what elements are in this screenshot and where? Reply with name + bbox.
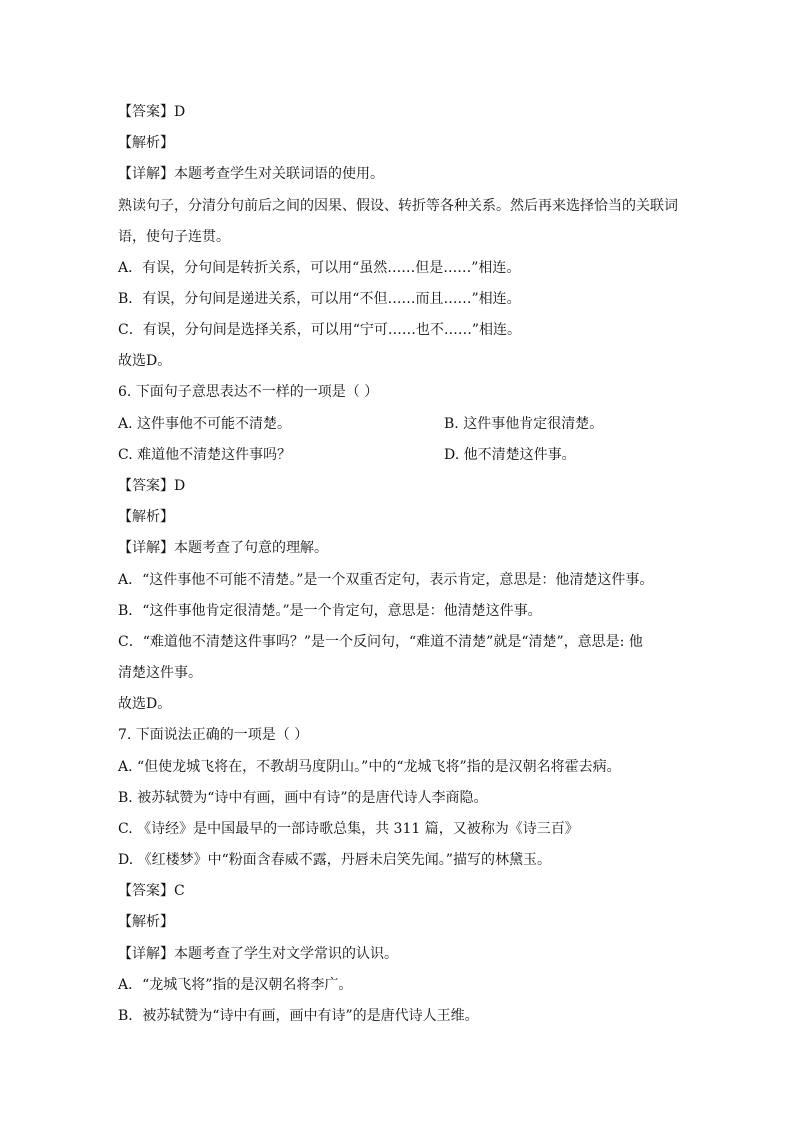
q7-analysis-heading: 【解析】	[118, 914, 174, 930]
q6-option-b: B. 这件事他肯定很清楚。	[444, 416, 604, 432]
q6-explanation-c-line2: 清楚这件事。	[118, 665, 202, 681]
q6-explanation-c-line1: C．“难道他不清楚这件事吗？”是一个反问句，“难道不清楚”就是“清楚”，意思是: 他	[118, 634, 643, 650]
q7-detail: 【详解】本题考查了学生对文学常识的认识。	[118, 946, 398, 962]
q6-option-d: D. 他不清楚这件事。	[444, 447, 576, 463]
q6-analysis-heading: 【解析】	[118, 509, 174, 525]
q5-conclusion: 故选D。	[118, 353, 172, 369]
q5-explanation-c: C．有误，分句间是选择关系，可以用“宁可……也不……”相连。	[118, 322, 522, 338]
q5-detail: 【详解】本题考查学生对关联词语的使用。	[118, 166, 384, 182]
q6-option-c: C. 难道他不清楚这件事吗？	[118, 447, 292, 463]
q6-explanation-b: B．“这件事他肯定很清楚。”是一个肯定句，意思是：他清楚这件事。	[118, 603, 542, 619]
q5-answer: 【答案】D	[118, 104, 186, 120]
q5-body-line2: 语，使句子连贯。	[118, 229, 230, 245]
q7-explanation-a: A．“龙城飞将”指的是汉朝名将李广。	[118, 977, 353, 993]
q6-option-a: A. 这件事他不可能不清楚。	[118, 416, 292, 432]
q6-explanation-a: A．“这件事他不可能不清楚。”是一个双重否定句，表示肯定，意思是：他清楚这件事。	[118, 572, 654, 588]
q6-detail: 【详解】本题考查了句意的理解。	[118, 540, 328, 556]
q5-explanation-b: B．有误，分句间是递进关系，可以用“不但……而且……”相连。	[118, 291, 521, 307]
q5-analysis-heading: 【解析】	[118, 135, 174, 151]
q6-conclusion: 故选D。	[118, 696, 172, 712]
q7-option-a: A. “但使龙城飞将在，不教胡马度阴山。”中的“龙城飞将”指的是汉朝名将霍去病。	[118, 759, 621, 775]
q7-explanation-b: B．被苏轼赞为“诗中有画，画中有诗”的是唐代诗人王维。	[118, 1008, 479, 1024]
q7-option-c: C. 《诗经》是中国最早的一部诗歌总集，共 311 篇，又被称为《诗三百》	[118, 821, 579, 837]
q7-answer: 【答案】C	[118, 883, 185, 899]
q7-option-d: D. 《红楼梦》中“粉面含春威不露，丹唇未启笑先闻。”描写的林黛玉。	[118, 852, 551, 868]
q7-option-b: B. 被苏轼赞为“诗中有画，画中有诗”的是唐代诗人李商隐。	[118, 790, 488, 806]
q6-answer: 【答案】D	[118, 478, 186, 494]
q7-question: 7. 下面说法正确的一项是（ ）	[118, 727, 309, 743]
q5-body-line1: 熟读句子，分清分句前后之间的因果、假设、转折等各种关系。然后再来选择恰当的关联词	[118, 198, 678, 214]
q5-explanation-a: A．有误，分句间是转折关系，可以用“虽然……但是……”相连。	[118, 260, 521, 276]
q6-question: 6. 下面句子意思表达不一样的一项是（ ）	[118, 384, 379, 400]
